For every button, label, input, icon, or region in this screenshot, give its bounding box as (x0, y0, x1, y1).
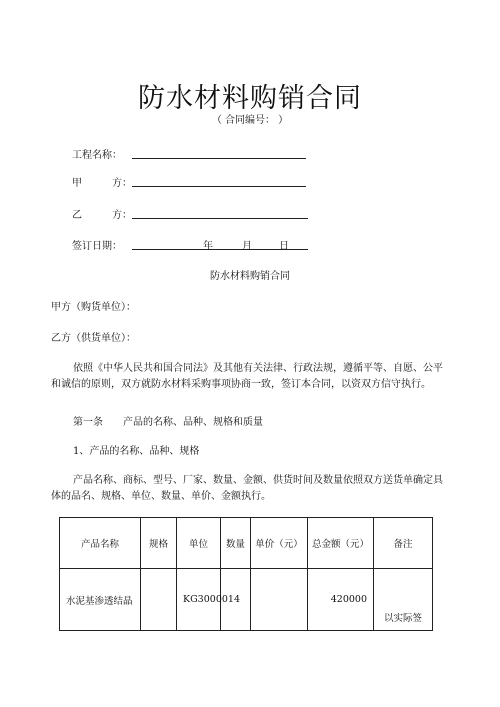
signing-date-field (72, 237, 312, 251)
document-title: 防水材料购销合同 (138, 83, 362, 114)
cell-product-name: 水泥基渗透结晶 (60, 569, 141, 631)
product-table (59, 517, 433, 631)
cell-spec (141, 569, 177, 631)
party-b-field (72, 206, 312, 220)
header-unit-price: 单价（元） (251, 518, 308, 569)
header-note: 备注 (374, 518, 433, 569)
project-name-blank (132, 158, 306, 159)
date-day: 日 (279, 241, 289, 252)
cell-unit: KG3000014 (177, 569, 221, 631)
party-a-blank (132, 186, 306, 187)
buyer-line: 甲方（购货单位）： (51, 302, 136, 313)
clause-one-heading: 1、产品的名称、品种、规格 (73, 446, 200, 457)
seller-line: 乙方（供货单位）： (51, 333, 136, 344)
article-one-heading: 第一条 产品的名称、品种、规格和质量 (73, 417, 263, 428)
header-total-amount: 总金额（元） (308, 518, 374, 569)
table-header-row (60, 518, 433, 569)
signing-date-label: 签订日期： (72, 241, 122, 252)
date-year: 年 (203, 241, 213, 252)
header-product-name: 产品名称 (60, 518, 141, 569)
project-name-field (72, 146, 312, 160)
party-b-label: 乙 方： (72, 210, 132, 221)
table-row (60, 569, 433, 631)
cell-total-amount: 420000 (308, 569, 374, 631)
section-title: 防水材料购销合同 (210, 271, 290, 282)
product-description-paragraph: 产品名称、商标、型号、厂家、数量、金额、供货时间及数量依照双方送货单确定具体的品名、规格、单位、数量、单价、金额执行。 (51, 475, 443, 502)
date-month: 月 (242, 241, 252, 252)
cell-unit-price (251, 569, 308, 631)
contract-number: （ 合同编号： ） (211, 115, 289, 126)
header-quantity: 数量 (221, 518, 251, 569)
project-name-label: 工程名称： (72, 150, 122, 161)
header-spec: 规格 (141, 518, 177, 569)
party-b-blank (132, 218, 308, 219)
cell-note: 以实际签 (374, 569, 433, 631)
header-unit: 单位 (177, 518, 221, 569)
party-a-field (72, 174, 312, 188)
party-a-label: 甲 方： (72, 178, 132, 189)
intro-paragraph: 依照《中华人民共和国合同法》及其他有关法律、行政法规，遵循平等、自愿、公平和诚信的原则，双方就防水材料采购事项协商一致，签订本合同，以资双方信守执行。 (51, 363, 443, 390)
